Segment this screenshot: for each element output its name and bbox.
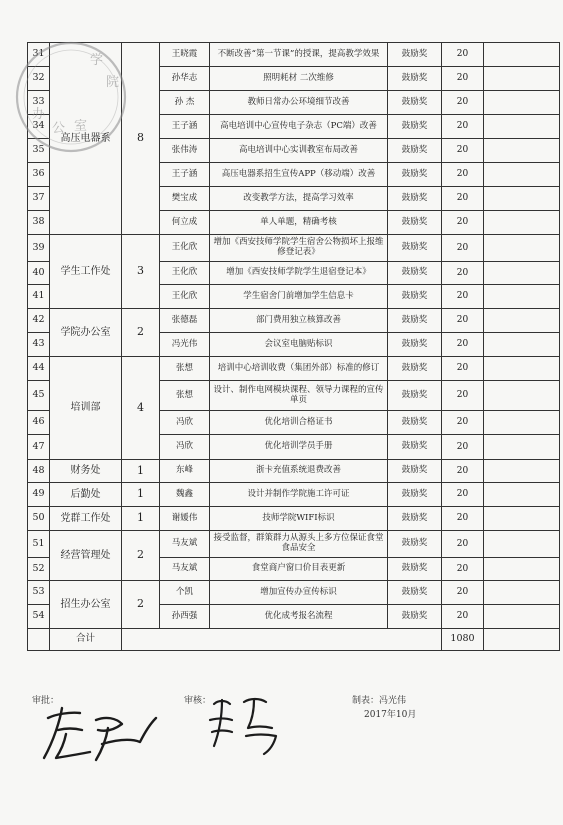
- project-name-cell: 食堂商户窗口价目表更新: [210, 558, 388, 581]
- table-row: [28, 460, 560, 483]
- department-cell: 学生工作处: [50, 235, 122, 309]
- person-cell: 马友斌: [160, 558, 210, 581]
- table-row: [28, 507, 560, 531]
- row-number-cell: 35: [28, 139, 50, 163]
- amount-cell: 20: [442, 235, 484, 262]
- row-number-cell: 45: [28, 381, 50, 411]
- row-number-cell: 49: [28, 483, 50, 507]
- person-cell: 魏鑫: [160, 483, 210, 507]
- remark-cell: [484, 605, 560, 629]
- project-count-cell: 1: [122, 507, 160, 531]
- amount-cell: 20: [442, 605, 484, 629]
- project-name-cell: 高压电器系招生宣传APP（移动端）改善: [210, 163, 388, 187]
- seal-char: 室: [74, 119, 88, 134]
- table-row: [28, 357, 560, 381]
- reviewer-signature: [200, 690, 290, 760]
- row-number-cell: 41: [28, 285, 50, 309]
- row-number-cell: 46: [28, 411, 50, 435]
- amount-cell: 20: [442, 531, 484, 558]
- remark-cell: [484, 531, 560, 558]
- row-number-cell: 36: [28, 163, 50, 187]
- remark-cell: [484, 411, 560, 435]
- person-cell: 东峰: [160, 460, 210, 483]
- project-name-cell: 优化培训学员手册: [210, 435, 388, 460]
- amount-cell: 20: [442, 381, 484, 411]
- amount-cell: 20: [442, 333, 484, 357]
- remark-cell: [484, 187, 560, 211]
- award-type-cell: 鼓励奖: [388, 211, 442, 235]
- award-type-cell: 鼓励奖: [388, 460, 442, 483]
- total-blank-cell: [484, 629, 560, 651]
- project-name-cell: 培训中心培训收费（集团外部）标准的修订: [210, 357, 388, 381]
- seal-char: 公: [52, 121, 66, 136]
- person-cell: 冯欣: [160, 411, 210, 435]
- remark-cell: [484, 333, 560, 357]
- prepared-by: 制表：冯光伟: [352, 696, 407, 706]
- remark-cell: [484, 309, 560, 333]
- row-number-cell: 40: [28, 262, 50, 285]
- project-count-cell: 2: [122, 531, 160, 581]
- total-blank-cell: [122, 629, 442, 651]
- remark-cell: [484, 67, 560, 91]
- award-type-cell: 鼓励奖: [388, 435, 442, 460]
- remark-cell: [484, 357, 560, 381]
- row-number-cell: 33: [28, 91, 50, 115]
- amount-cell: 20: [442, 507, 484, 531]
- project-name-cell: 技师学院WIFI标识: [210, 507, 388, 531]
- person-cell: 马友斌: [160, 531, 210, 558]
- person-cell: 孙华志: [160, 67, 210, 91]
- project-name-cell: 浙卡充值系统退费改善: [210, 460, 388, 483]
- amount-cell: 20: [442, 115, 484, 139]
- project-count-cell: 8: [122, 43, 160, 235]
- row-number-cell: 52: [28, 558, 50, 581]
- person-cell: 张想: [160, 381, 210, 411]
- project-name-cell: 增加宣传办宣传标识: [210, 581, 388, 605]
- award-type-cell: 鼓励奖: [388, 91, 442, 115]
- amount-cell: 20: [442, 67, 484, 91]
- amount-cell: 20: [442, 262, 484, 285]
- row-number-cell: 32: [28, 67, 50, 91]
- person-cell: 张德磊: [160, 309, 210, 333]
- project-name-cell: 学生宿舍门前增加学生信息卡: [210, 285, 388, 309]
- award-type-cell: 鼓励奖: [388, 67, 442, 91]
- row-number-cell: 42: [28, 309, 50, 333]
- award-type-cell: 鼓励奖: [388, 558, 442, 581]
- project-count-cell: 1: [122, 460, 160, 483]
- seal-char: 办: [32, 107, 46, 122]
- award-type-cell: 鼓励奖: [388, 235, 442, 262]
- approver-signature: [36, 700, 166, 770]
- row-number-cell: 38: [28, 211, 50, 235]
- project-name-cell: 优化培训合格证书: [210, 411, 388, 435]
- person-cell: 王晓霞: [160, 43, 210, 67]
- amount-cell: 20: [442, 558, 484, 581]
- table-row: [28, 309, 560, 333]
- table-row: [28, 235, 560, 262]
- award-type-cell: 鼓励奖: [388, 115, 442, 139]
- award-type-cell: 鼓励奖: [388, 187, 442, 211]
- amount-cell: 20: [442, 435, 484, 460]
- project-name-cell: 教师日常办公环境细节改善: [210, 91, 388, 115]
- project-count-cell: 4: [122, 357, 160, 460]
- person-cell: 冯光伟: [160, 333, 210, 357]
- row-number-cell: 37: [28, 187, 50, 211]
- table-row: [28, 581, 560, 605]
- amount-cell: 20: [442, 285, 484, 309]
- amount-cell: 20: [442, 163, 484, 187]
- project-count-cell: 2: [122, 581, 160, 629]
- row-number-cell: 39: [28, 235, 50, 262]
- remark-cell: [484, 43, 560, 67]
- remark-cell: [484, 91, 560, 115]
- project-name-cell: 设计并制作学院施工许可证: [210, 483, 388, 507]
- remark-cell: [484, 435, 560, 460]
- person-cell: 个凯: [160, 581, 210, 605]
- amount-cell: 20: [442, 357, 484, 381]
- seal-char: 学: [90, 53, 104, 68]
- row-number-cell: 48: [28, 460, 50, 483]
- project-name-cell: 单人单题，精确考核: [210, 211, 388, 235]
- project-name-cell: 高电培训中心宣传电子杂志（PC端）改善: [210, 115, 388, 139]
- department-cell: 招生办公室: [50, 581, 122, 629]
- department-cell: 经营管理处: [50, 531, 122, 581]
- person-cell: 王子涵: [160, 163, 210, 187]
- total-row: [28, 629, 560, 651]
- project-name-cell: 接受监督，群策群力从源头上多方位保证食堂食品安全: [210, 531, 388, 558]
- person-cell: 谢媛伟: [160, 507, 210, 531]
- award-type-cell: 鼓励奖: [388, 163, 442, 187]
- department-cell: 培训部: [50, 357, 122, 460]
- award-type-cell: 鼓励奖: [388, 139, 442, 163]
- row-number-cell: 47: [28, 435, 50, 460]
- remark-cell: [484, 235, 560, 262]
- person-cell: 冯欣: [160, 435, 210, 460]
- department-cell: 党群工作处: [50, 507, 122, 531]
- project-name-cell: 增加《西安技师学院学生宿舍公物损坏上报维修登记表》: [210, 235, 388, 262]
- award-type-cell: 鼓励奖: [388, 507, 442, 531]
- approve-label: 审批：: [32, 696, 60, 706]
- project-name-cell: 照明耗材 二次维修: [210, 67, 388, 91]
- total-amount-cell: 1080: [442, 629, 484, 651]
- project-name-cell: 高电培训中心实训教室布局改善: [210, 139, 388, 163]
- row-number-cell: 50: [28, 507, 50, 531]
- seal-char: 院: [106, 75, 120, 90]
- remark-cell: [484, 381, 560, 411]
- person-cell: 王子涵: [160, 115, 210, 139]
- table-row: [28, 43, 560, 67]
- project-count-cell: 1: [122, 483, 160, 507]
- person-cell: 张伟涛: [160, 139, 210, 163]
- person-cell: 王化欣: [160, 235, 210, 262]
- amount-cell: 20: [442, 460, 484, 483]
- award-type-cell: 鼓励奖: [388, 43, 442, 67]
- person-cell: 孙西强: [160, 605, 210, 629]
- award-type-cell: 鼓励奖: [388, 309, 442, 333]
- award-type-cell: 鼓励奖: [388, 285, 442, 309]
- review-label: 审核：: [184, 696, 212, 706]
- amount-cell: 20: [442, 483, 484, 507]
- amount-cell: 20: [442, 139, 484, 163]
- person-cell: 王化欣: [160, 262, 210, 285]
- project-name-cell: 增加《西安技师学院学生退宿登记本》: [210, 262, 388, 285]
- remark-cell: [484, 285, 560, 309]
- amount-cell: 20: [442, 411, 484, 435]
- award-table: [27, 42, 560, 651]
- person-cell: 张想: [160, 357, 210, 381]
- department-cell: 高压电器系: [50, 43, 122, 235]
- table-row: [28, 531, 560, 558]
- department-cell: 财务处: [50, 460, 122, 483]
- remark-cell: [484, 262, 560, 285]
- award-type-cell: 鼓励奖: [388, 357, 442, 381]
- row-number-cell: 54: [28, 605, 50, 629]
- department-cell: 后勤处: [50, 483, 122, 507]
- remark-cell: [484, 558, 560, 581]
- row-number-cell: 44: [28, 357, 50, 381]
- award-type-cell: 鼓励奖: [388, 381, 442, 411]
- project-count-cell: 2: [122, 309, 160, 357]
- row-number-cell: 43: [28, 333, 50, 357]
- person-cell: 樊宝成: [160, 187, 210, 211]
- award-type-cell: 鼓励奖: [388, 411, 442, 435]
- amount-cell: 20: [442, 309, 484, 333]
- table-row: [28, 483, 560, 507]
- remark-cell: [484, 115, 560, 139]
- award-type-cell: 鼓励奖: [388, 483, 442, 507]
- project-name-cell: 设计、制作电网模块课程、领导力课程的宣传单页: [210, 381, 388, 411]
- remark-cell: [484, 211, 560, 235]
- award-type-cell: 鼓励奖: [388, 581, 442, 605]
- remark-cell: [484, 581, 560, 605]
- department-cell: 学院办公室: [50, 309, 122, 357]
- award-type-cell: 鼓励奖: [388, 333, 442, 357]
- row-number-cell: 51: [28, 531, 50, 558]
- row-number-cell: 34: [28, 115, 50, 139]
- row-number-cell: 31: [28, 43, 50, 67]
- project-name-cell: 会议室电脑贴标识: [210, 333, 388, 357]
- row-number-cell: 53: [28, 581, 50, 605]
- remark-cell: [484, 483, 560, 507]
- person-cell: 孙 杰: [160, 91, 210, 115]
- remark-cell: [484, 163, 560, 187]
- award-type-cell: 鼓励奖: [388, 262, 442, 285]
- remark-cell: [484, 507, 560, 531]
- date-label: 2017年10月: [364, 710, 417, 720]
- project-name-cell: 不断改善“第一节课”的授课，提高教学效果: [210, 43, 388, 67]
- project-name-cell: 部门费用独立核算改善: [210, 309, 388, 333]
- amount-cell: 20: [442, 91, 484, 115]
- remark-cell: [484, 139, 560, 163]
- amount-cell: 20: [442, 211, 484, 235]
- total-label-cell: 合计: [50, 629, 122, 651]
- award-type-cell: 鼓励奖: [388, 531, 442, 558]
- project-count-cell: 3: [122, 235, 160, 309]
- person-cell: 何立成: [160, 211, 210, 235]
- project-name-cell: 优化成考报名流程: [210, 605, 388, 629]
- amount-cell: 20: [442, 187, 484, 211]
- amount-cell: 20: [442, 43, 484, 67]
- remark-cell: [484, 460, 560, 483]
- total-blank-cell: [28, 629, 50, 651]
- project-name-cell: 改变教学方法，提高学习效率: [210, 187, 388, 211]
- person-cell: 王化欣: [160, 285, 210, 309]
- award-type-cell: 鼓励奖: [388, 605, 442, 629]
- amount-cell: 20: [442, 581, 484, 605]
